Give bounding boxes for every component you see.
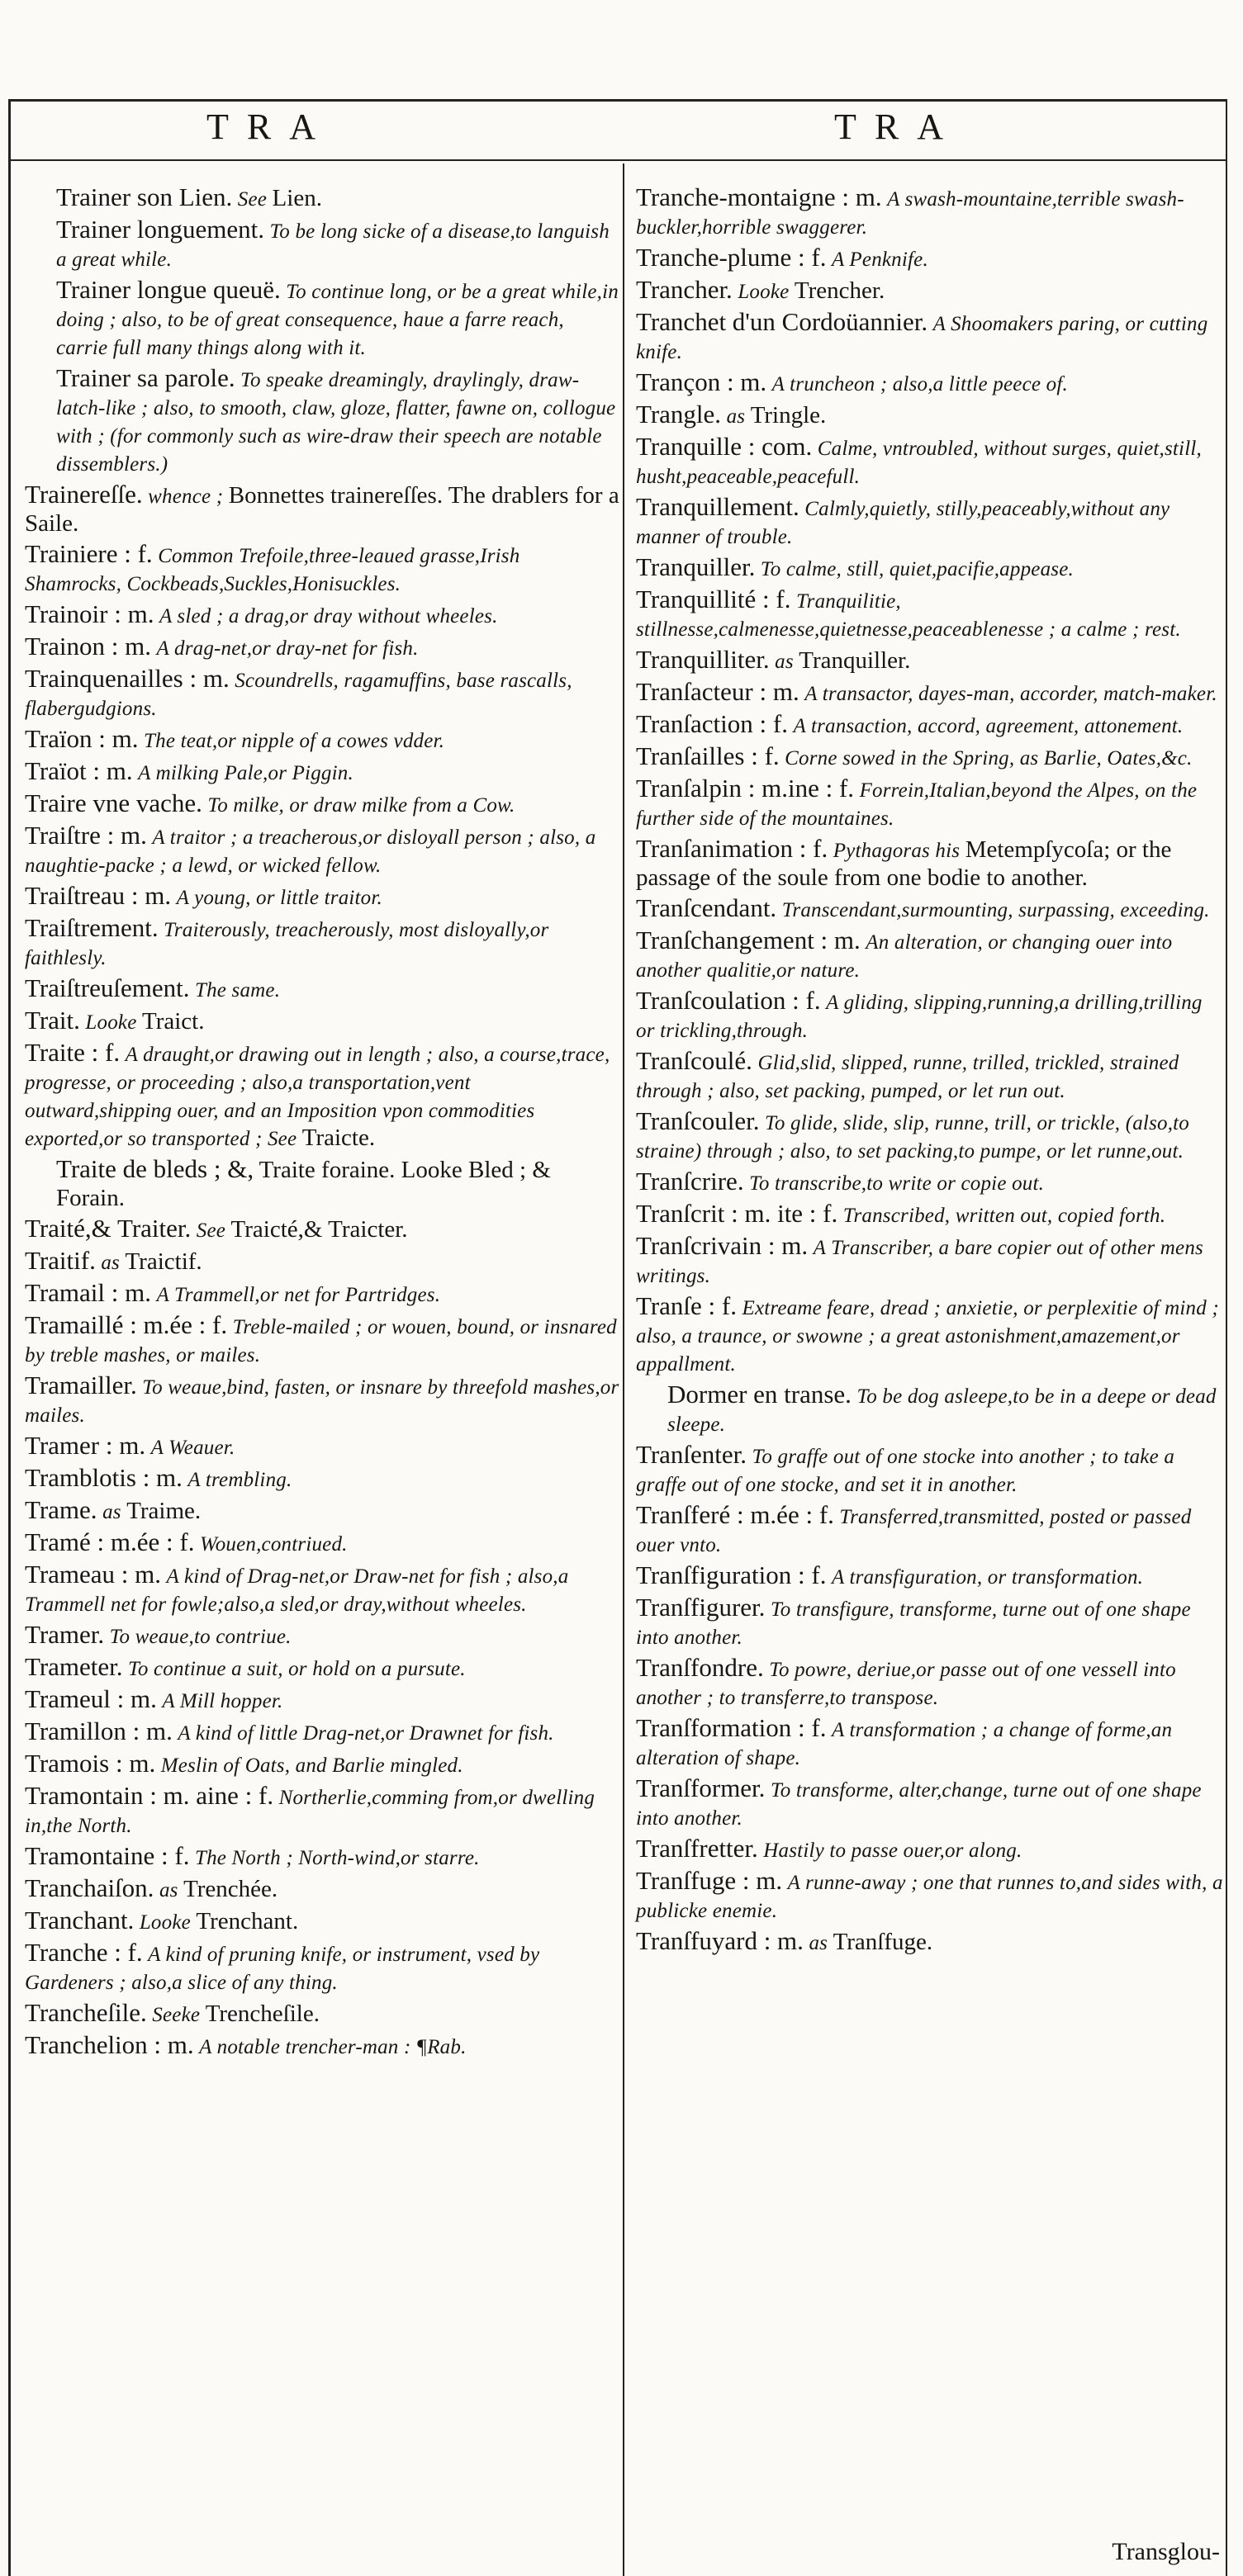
definition: A Mill hopper. [162,1690,283,1712]
dictionary-entry [636,894,1224,924]
definition: An alteration, or changing ouer into another qualitie,or nature. [636,931,1173,982]
cross-reference: Traime. [126,1498,202,1524]
headword: Traïon : m. [25,724,139,753]
cross-reference: Bonnettes trainereſſes. The drablers for a Saile. [25,482,619,537]
left-column [25,183,619,2063]
dictionary-entry [25,1006,619,1036]
definition: To milke, or draw milke from a Cow. [207,794,515,817]
headword: Tranquillité : f. [636,585,791,613]
dictionary-entry [636,1561,1224,1591]
cross-reference: Tranſfuge. [833,1929,933,1955]
dictionary-entry [25,1842,619,1872]
dictionary-entry [636,1835,1224,1864]
definition: Wouen,contriued. [199,1533,348,1556]
dictionary-entry [636,1292,1224,1378]
headword: Tranſfondre. [636,1653,764,1682]
definition: To transcribe,to write or copie out. [749,1172,1045,1195]
cross-reference: Metempſycoſa; or the passage of the soule from one bodie to another. [636,836,1172,891]
dictionary-entry [636,1867,1224,1925]
dictionary-entry [636,1167,1224,1197]
right-column [636,183,1224,1959]
dictionary-entry [636,987,1224,1044]
definition: The same. [194,979,281,1002]
definition: Treble-mailed ; or wouen, bound, or insnared by treble mashes, or mailes. [25,1316,617,1366]
headword: Traiſtreau : m. [25,881,172,910]
definition: Glid,slid, slipped, runne, trilled, trickled, strained through ; also, set packing, pumped, or let run out. [636,1052,1179,1102]
definition: Looke [85,1011,137,1034]
definition: as [809,1932,828,1954]
definition: To transfigure, transforme, turne out of one shape into another. [636,1598,1191,1649]
dictionary-entry [25,725,619,755]
definition: A Shoomakers paring, or cutting knife. [636,313,1208,363]
dictionary-entry [25,1560,619,1618]
definition: Transcribed, written out, copied forth. [842,1205,1166,1227]
headword: Traiſtre : m. [25,821,147,850]
headword: Dormer en transe. [667,1380,852,1409]
definition: A traitor ; a treacherous,or disloyall person ; also, a naughtie-packe ; a lewd, or wicked fellow. [25,826,596,877]
headword: Tranchelion : m. [25,2030,194,2059]
dictionary-entry [25,540,619,598]
definition: A transactor, dayes-man, accorder, match-maker. [804,683,1217,705]
dictionary-entry [25,1782,619,1840]
dictionary-entry [25,1279,619,1309]
headword: Tranſcoulation : f. [636,986,821,1015]
cross-reference: Trencher. [794,277,885,304]
headword: Trameul : m. [25,1684,157,1713]
dictionary-entry [636,742,1224,772]
headword: Tranſenter. [636,1440,747,1469]
headword: Trainereſſe. [25,480,143,509]
dictionary-entry [25,481,619,537]
headword: Trait. [25,1006,80,1035]
definition: To glide, slide, slip, runne, trill, or trickle, (also,to straine) through ; also, to set packing,to pumpe, or let runne,out. [636,1112,1189,1163]
dictionary-entry [25,914,619,972]
definition: A draught,or drawing out in length ; also, a course,trace, progresse, or proceeding ; also,a transportation,vent outward,shipping ouer, and an Imposition vpon commodities exported,or so transported ; See [25,1044,610,1150]
definition: The North ; North-wind,or starre. [194,1847,480,1869]
definition: A swash-mountaine,terrible swash-buckler,horrible swaggerer. [636,188,1184,239]
definition: A trembling. [187,1469,292,1491]
definition: To be dog asleepe,to be in a deepe or dead sleepe. [667,1385,1217,1436]
headword: Trançon : m. [636,367,767,396]
headword: Trainon : m. [25,632,152,661]
dictionary-entry [25,822,619,879]
dictionary-entry [636,774,1224,832]
headword: Traire vne vache. [25,788,202,817]
headword: Tranſanimation : f. [636,834,828,863]
headword: Tramontaine : f. [25,1841,190,1870]
definition: To graffe out of one stocke into another ; to take a graffe out of one stocke, and set it in another. [636,1446,1175,1496]
running-head-left: TRA [206,107,334,147]
dictionary-entry [636,1714,1224,1772]
cross-reference: Traict. [142,1008,205,1035]
headword: Tranchet d'un Cordoüannier. [636,307,928,336]
dictionary-entry [25,364,619,478]
dictionary-entry [25,1496,619,1526]
headword: Tramer : m. [25,1431,146,1460]
definition: A Penknife. [831,249,928,271]
headword: Trameter. [25,1652,123,1681]
dictionary-entry [25,1039,619,1153]
definition: as [775,651,794,673]
cross-reference: Traicte. [301,1125,376,1151]
definition: A kind of Drag-net,or Draw-net for fish ; also,a Trammell net for fowle;also,a sled,or dray,without wheeles. [25,1565,569,1616]
definition: A truncheon ; also,a little peece of. [771,373,1068,395]
headword: Tramé : m.ée : f. [25,1527,195,1556]
headword: Trameau : m. [25,1560,162,1589]
definition: A kind of little Drag-net,or Drawnet for fish. [178,1722,554,1745]
dictionary-entry [25,1939,619,1996]
dictionary-entry [25,1653,619,1683]
dictionary-entry [25,789,619,819]
definition: Calmly,quietly, stilly,peaceably,without any manner of trouble. [636,498,1170,548]
definition: as [102,1501,121,1523]
headword: Tranſalpin : m.ine : f. [636,774,855,803]
definition: A Weauer. [150,1437,235,1459]
cross-reference: Trenchant. [196,1908,299,1934]
headword: Trame. [25,1495,97,1524]
definition: Looke [139,1911,191,1934]
headword: Tranſe : f. [636,1291,737,1320]
cross-reference: Traite foraine. Looke Bled ; & Forain. [56,1157,551,1211]
definition: Transcendant,surmounting, surpassing, exceeding. [781,899,1210,921]
cross-reference: Lien. [272,185,322,211]
headword: Tranſfigurer. [636,1593,766,1622]
headword: Tramblotis : m. [25,1463,183,1492]
headword: Tranquiller. [636,552,756,581]
headword: Tranſfiguration : f. [636,1560,827,1589]
definition: Extreame feare, dread ; anxietie, or perplexitie of mind ; also, a traunce, or swowne ; a great astonishment,amazement,or appallment. [636,1297,1219,1376]
dictionary-entry [636,183,1224,241]
dictionary-entry [636,276,1224,305]
dictionary-entry [25,882,619,912]
definition: A gliding, slipping,running,a drilling,trilling or trickling,through. [636,992,1203,1042]
dictionary-entry [25,1464,619,1494]
definition: as [101,1252,120,1274]
headword: Tranſfuge : m. [636,1866,783,1895]
definition: To continue long, or be a great while,in doing ; also, to be of great consequence, haue a farre reach, carrie full many things along with it. [56,281,619,359]
headword: Tranſformation : f. [636,1713,827,1742]
definition: Traiterously, treacherously, most disloyally,or faithlesly. [25,919,549,969]
headword: Tranchaiſon. [25,1873,154,1902]
cross-reference: Tringle. [750,402,827,429]
dictionary-entry [636,553,1224,583]
dictionary-entry [25,600,619,630]
headword: Tramailler. [25,1371,137,1399]
headword: Tranche : f. [25,1938,143,1967]
dictionary-entry [25,1528,619,1558]
dictionary-entry [636,308,1224,366]
definition: A Transcriber, a bare copier out of other mens writings. [636,1237,1203,1287]
definition: Common Trefoile,three-leaued grasse,Irish Shamrocks, Cockbeads,Suckles,Honisuckles. [25,545,520,595]
definition: Hastily to passe ouer,or along. [763,1840,1022,1862]
dictionary-entry [636,835,1224,892]
definition: A young, or little traitor. [176,887,382,909]
dictionary-entry [25,1215,619,1244]
headword: Tranſfretter. [636,1834,758,1863]
headword: Trancher. [636,275,733,304]
headword: Tramaillé : m.ée : f. [25,1310,228,1339]
headword: Tranſcouler. [636,1106,760,1135]
dictionary-entry [25,632,619,662]
headword: Tranquille : com. [636,432,813,461]
dictionary-entry [25,1750,619,1779]
dictionary-entry [25,1247,619,1276]
definition: Pythagoras his [833,840,961,862]
definition: A notable trencher-man : ¶Rab. [199,2036,467,2058]
definition: A milking Pale,or Piggin. [138,762,353,784]
headword: Tranquillement. [636,492,799,521]
cross-reference: Trencheſile. [205,2001,320,2027]
headword: Traité,& Traiter. [25,1214,192,1243]
dictionary-entry [25,1311,619,1369]
headword: Trancheſile. [25,1998,147,2027]
dictionary-entry [25,1874,619,1904]
definition: To calme, still, quiet,pacifie,appease. [760,558,1074,580]
definition: Seeke [152,2004,201,2026]
definition: Corne sowed in the Spring, as Barlie, Oates,&c. [785,747,1193,769]
headword: Trainer son Lien. [56,182,233,211]
dictionary-entry [25,1685,619,1715]
cross-reference: Tranquiller. [799,647,911,674]
dictionary-entry [636,646,1224,675]
definition: To transforme, alter,change, turne out of one shape into another. [636,1779,1202,1830]
definition: To powre, deriue,or passe out of one vessell into another ; to transferre,to transpose. [636,1659,1176,1709]
dictionary-entry [636,1774,1224,1832]
dictionary-entry [636,1107,1224,1165]
dictionary-entry [636,1047,1224,1105]
dictionary-entry [636,1200,1224,1229]
dictionary-entry [636,1654,1224,1712]
dictionary-entry [636,244,1224,273]
definition: The teat,or nipple of a cowes vdder. [144,730,445,752]
headword: Trainer sa parole. [56,363,235,392]
headword: Trainoir : m. [25,599,154,628]
column-separator [623,163,624,2576]
dictionary-entry [636,433,1224,490]
headword: Tranſcoulé. [636,1046,752,1075]
dictionary-entry [25,1999,619,2029]
definition: To be long sicke of a disease,to languish a great while. [56,220,610,271]
dictionary-entry [25,1906,619,1936]
definition: Tranquilitie, stillnesse,calmenesse,quietnesse,peaceablenesse ; a calme ; rest. [636,590,1181,641]
headword: Tranſformer. [636,1773,766,1802]
dictionary-entry [636,1380,1224,1438]
definition: To weaue,bind, fasten, or insnare by threefold mashes,or mailes. [25,1376,619,1427]
headword: Tranſcrivain : m. [636,1231,809,1260]
headword: Traïot : m. [25,756,133,785]
definition: Meslin of Oats, and Barlie mingled. [160,1754,463,1777]
headword: Traite : f. [25,1038,121,1067]
dictionary-entry [25,215,619,273]
headword: Tranſcendant. [636,893,777,922]
definition: Scoundrells, ragamuffins, base rascalls, flabergudgions. [25,670,572,720]
dictionary-entry [25,2031,619,2061]
dictionary-entry [636,400,1224,430]
definition: See [196,1219,226,1242]
definition: A drag-net,or dray-net for fish. [156,637,419,660]
cross-reference: Trenchée. [183,1876,278,1902]
headword: Tramail : m. [25,1278,152,1307]
headword: Tramontain : m. aine : f. [25,1781,274,1810]
headword: Tramer. [25,1620,105,1649]
dictionary-entry [25,757,619,787]
dictionary-entry [25,276,619,362]
definition: Forrein,Italian,beyond the Alpes, on the further side of the mountaines. [636,779,1198,830]
headword: Tranche-montaigne : m. [636,182,882,211]
dictionary-entry [636,926,1224,984]
definition: whence ; [148,485,224,508]
cross-reference: Traictif. [125,1248,202,1275]
definition: as [726,405,746,428]
dictionary-entry [636,368,1224,398]
headword: Trangle. [636,400,722,429]
dictionary-entry [25,183,619,213]
dictionary-entry [25,1371,619,1429]
headword: Tranchant. [25,1906,135,1934]
definition: A Trammell,or net for Partridges. [156,1284,441,1306]
definition: To continue a suit, or hold on a pursute. [128,1658,466,1680]
definition: See [237,188,268,211]
running-head-right: TRA [834,107,961,147]
dictionary-entry [636,1232,1224,1290]
cross-reference: Traicté,& Traicter. [230,1216,408,1243]
dictionary-entry [636,1593,1224,1651]
definition: To speake dreamingly, draylingly, draw-latch-like ; also, to smooth, claw, gloze, flatter, fawne on, collogue with ; (for commonly such as wire-draw their speech are notable dissemblers.) [56,369,616,476]
dictionary-entry [25,1717,619,1747]
dictionary-entry [25,1155,619,1212]
dictionary-entry [25,1432,619,1461]
definition: Transferred,transmitted, posted or passed ouer vnto. [636,1506,1192,1556]
dictionary-entry [25,1621,619,1650]
definition: To weaue,to contriue. [109,1626,292,1648]
dictionary-entry [636,1927,1224,1957]
dictionary-entry [636,585,1224,643]
headword: Tramillon : m. [25,1717,173,1745]
dictionary-entry [636,710,1224,740]
dictionary-entry [25,974,619,1004]
dictionary-entry [636,493,1224,551]
definition: A transformation ; a change of forme,an alteration of shape. [636,1719,1173,1769]
headword: Traite de bleds ; &, [56,1154,254,1183]
headword: Trainer longue queuë. [56,275,281,304]
catchword: Transglou- [1112,2538,1220,2565]
dictionary-entry [25,665,619,722]
definition: Calme, vntroubled, without surges, quiet,still, husht,peaceable,peacefull. [636,438,1202,488]
headword: Trainiere : f. [25,539,153,568]
dictionary-entry [636,678,1224,708]
definition: Looke [738,281,790,303]
definition: as [159,1879,178,1901]
headword: Tranſferé : m.ée : f. [636,1500,834,1529]
definition: A sled ; a drag,or dray without wheeles. [159,605,498,627]
definition: Northerlie,comming from,or dwelling in,the North. [25,1787,595,1837]
headword: Tranſailles : f. [636,741,780,770]
headword: Tranſacteur : m. [636,677,799,706]
headword: Traitif. [25,1246,96,1275]
headword: Trainquenailles : m. [25,664,230,693]
headword: Tranquilliter. [636,645,770,674]
definition: A kind of pruning knife, or instrument, vsed by Gardeners ; also,a slice of any thing. [25,1944,540,1994]
headword: Tranſchangement : m. [636,926,861,954]
definition: A runne-away ; one that runnes to,and sides with, a publicke enemie. [636,1872,1223,1922]
headword: Tranſaction : f. [636,709,788,738]
dictionary-entry [636,1441,1224,1499]
headword: Tranſfuyard : m. [636,1926,804,1955]
headword: Tranſcrire. [636,1167,744,1196]
definition: A transfiguration, or transformation. [831,1566,1144,1589]
headword: Tranſcrit : m. ite : f. [636,1199,838,1228]
definition: A transaction, accord, agreement, attonement. [793,715,1184,737]
headword: Traiſtrement. [25,913,159,942]
dictionary-entry [636,1501,1224,1559]
headword: Traiſtreuſement. [25,973,190,1002]
headword: Trainer longuement. [56,215,264,244]
headword: Tranche-plume : f. [636,243,827,272]
headword: Tramois : m. [25,1749,156,1778]
